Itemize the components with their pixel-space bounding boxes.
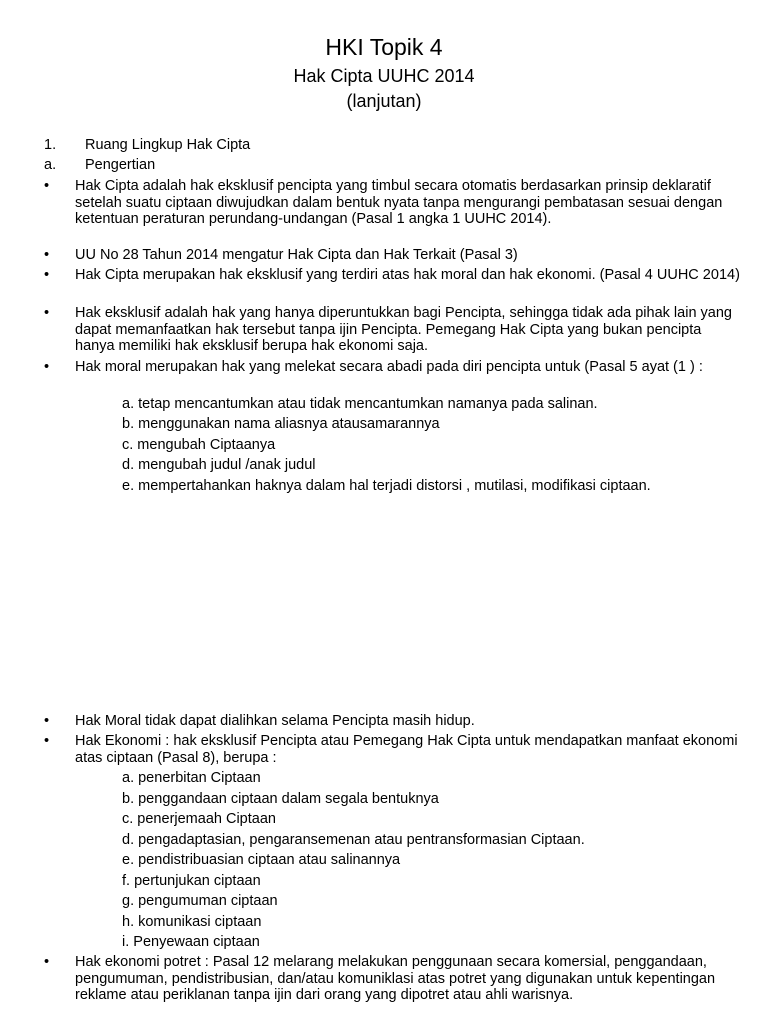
bullet-text: Hak Cipta adalah hak eksklusif pencipta yang timbul secara otomatis berdasarkan prinsip deklaratif setelah suatu ciptaan diwujudkan dalam bentuk nyata tanpa mengurangi pembatasan sesuai dengan ketentuan peraturan perundang-undangan (Pasal 1 angka 1 UUHC 2014). [75, 178, 723, 227]
bullet-text: Hak Cipta merupakan hak eksklusif yang terdiri atas hak moral dan hak ekonomi. (Pasal 4 UUHC 2014) [75, 267, 740, 283]
bullet-dot: • [44, 713, 50, 729]
bullet-item [44, 359, 740, 376]
economic-right-item: a. penerbitan Ciptaan [122, 770, 261, 786]
bullet-item [44, 267, 740, 284]
economic-right-item: h. komunikasi ciptaan [122, 914, 262, 930]
bullet-dot: • [44, 178, 50, 194]
bullet-text: Hak moral merupakan hak yang melekat secara abadi pada diri pencipta untuk (Pasal 5 ayat (1 ) : [75, 359, 703, 375]
bullet-text: Hak ekonomi potret : Pasal 12 melarang melakukan penggunaan secara komersial, penggandaan, pengumuman, pendistribusian, dan/atau komuniklasi atas potret yang digunakan untuk kepentingan reklame atau periklanan tanpa ijin dari orang yang dipotret atau ahli warisnya. [75, 954, 716, 1003]
bullet-item [44, 733, 740, 766]
bullet-text: Hak Ekonomi : hak eksklusif Pencipta atau Pemegang Hak Cipta untuk mendapatkan manfaat ekonomi atas ciptaan (Pasal 8), berupa : [75, 733, 738, 766]
bullet-dot: • [44, 954, 50, 970]
page-subtitle-continued: (lanjutan) [346, 91, 422, 111]
subheading-letter: a. [44, 157, 57, 173]
bullet-dot: • [44, 733, 50, 749]
heading-number: 1. [44, 137, 57, 153]
bullet-dot: • [44, 267, 50, 283]
bullet-dot: • [44, 247, 50, 263]
bullet-item [44, 954, 740, 1004]
economic-right-item: c. penerjemaah Ciptaan [122, 811, 276, 827]
bullet-item [44, 178, 740, 228]
economic-right-item: e. pendistribuasian ciptaan atau salinannya [122, 852, 401, 868]
bullet-dot: • [44, 359, 50, 375]
moral-right-item: c. mengubah Ciptaanya [122, 437, 276, 453]
page-subtitle: Hak Cipta UUHC 2014 [293, 66, 475, 86]
bullet-item [44, 713, 740, 730]
economic-right-item: b. penggandaan ciptaan dalam segala bentuknya [122, 791, 439, 807]
bullet-dot: • [44, 305, 50, 321]
moral-right-item: b. menggunakan nama aliasnya atausamarannya [122, 416, 440, 432]
moral-right-item: d. mengubah judul /anak judul [122, 457, 316, 473]
page-title: HKI Topik 4 [325, 34, 443, 60]
subheading: Pengertian [85, 157, 156, 173]
section-heading: Ruang Lingkup Hak Cipta [85, 137, 251, 153]
economic-right-item: d. pengadaptasian, pengaransemenan atau pentransformasian Ciptaan. [122, 832, 585, 848]
bullet-item [44, 247, 740, 264]
bullet-text: Hak eksklusif adalah hak yang hanya diperuntukkan bagi Pencipta, sehingga tidak ada pihak lain yang dapat memanfaatkan hak tersebut tanpa ijin Pencipta. Pemegang Hak Cipta yang bukan pencipta hanya memiliki hak eksklusif berupa hak ekonomi saja. [75, 305, 732, 354]
economic-right-item: f. pertunjukan ciptaan [122, 873, 261, 889]
bullet-text: UU No 28 Tahun 2014 mengatur Hak Cipta dan Hak Terkait (Pasal 3) [75, 247, 518, 263]
moral-right-item: a. tetap mencantumkan atau tidak mencantumkan namanya pada salinan. [122, 396, 598, 412]
bullet-text: Hak Moral tidak dapat dialihkan selama Pencipta masih hidup. [75, 713, 475, 729]
bullet-item [44, 305, 740, 355]
moral-right-item: e. mempertahankan haknya dalam hal terjadi distorsi , mutilasi, modifikasi ciptaan. [122, 478, 651, 494]
economic-right-item: i. Penyewaan ciptaan [122, 934, 260, 950]
economic-right-item: g. pengumuman ciptaan [122, 893, 278, 909]
